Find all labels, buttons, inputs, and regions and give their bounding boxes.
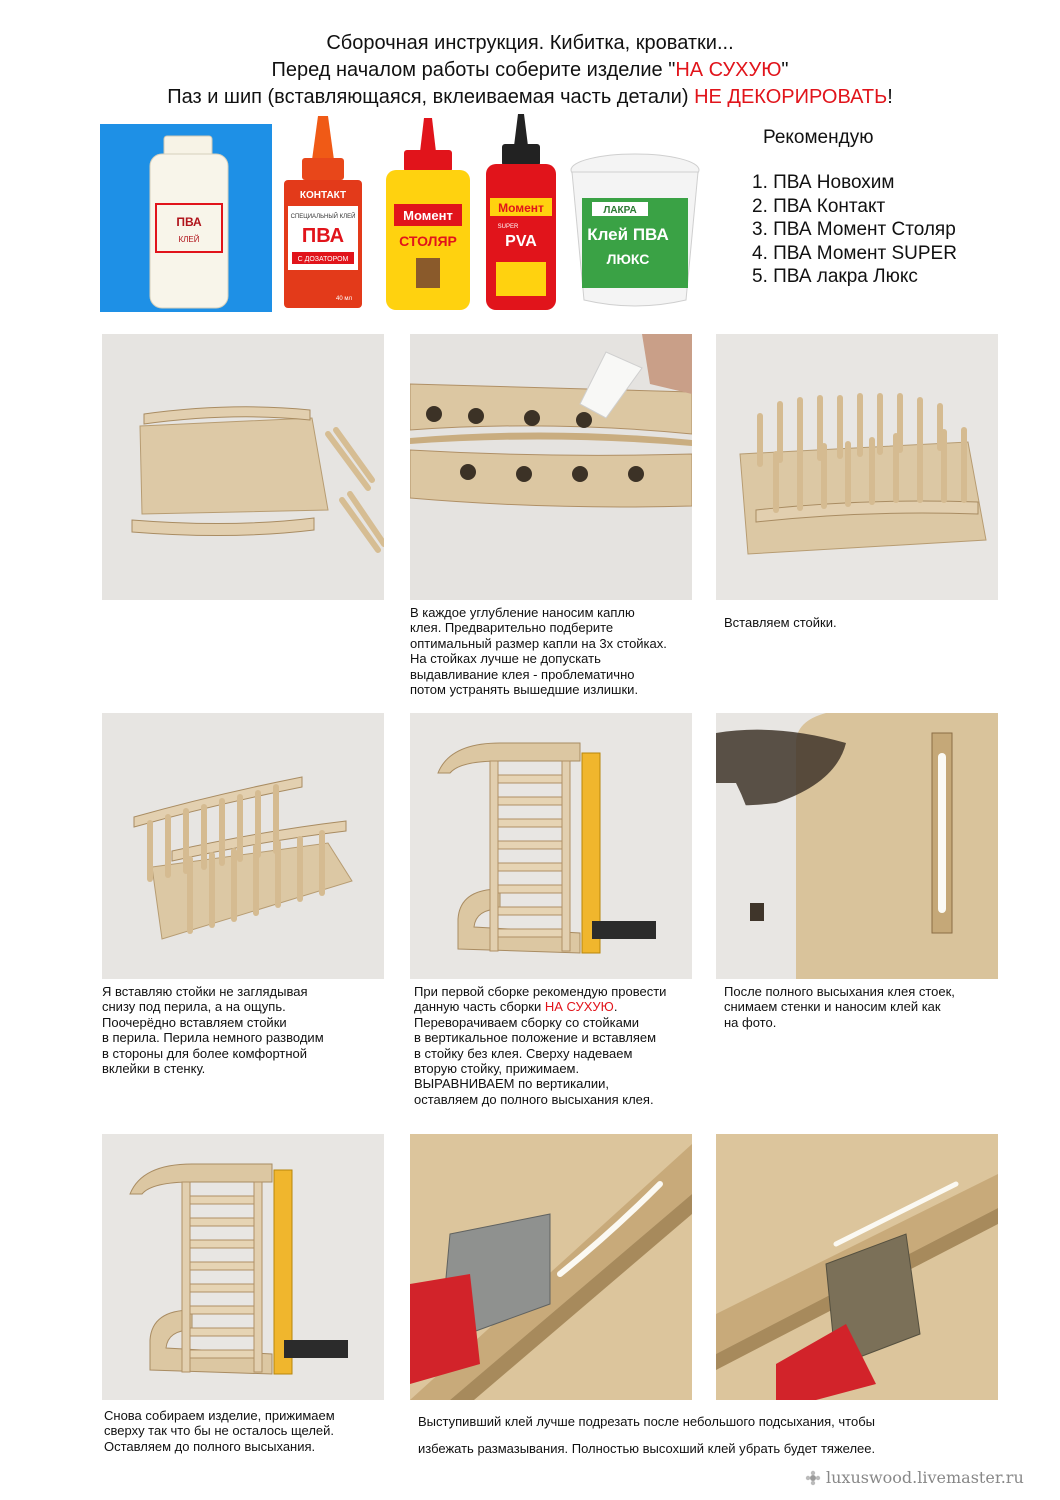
- title-line-2-text: Перед началом работы соберите изделие ": [271, 59, 676, 81]
- kontakt-pva: ПВА: [301, 225, 345, 247]
- step-5-photo: [410, 713, 692, 979]
- step-7-caption-line: Снова собираем изделие, прижимаем: [104, 1408, 335, 1423]
- lakra-brand: ЛАКРА: [603, 205, 637, 216]
- kontakt-type: СПЕЦИАЛЬНЫЙ КЛЕЙ: [290, 214, 356, 220]
- step-5-caption-line: При первой сборке рекомендую провести: [414, 984, 667, 999]
- title-line-3: [0, 84, 1060, 110]
- step-2-caption-line: оптимальный размер капли на 3х стойках.: [410, 635, 667, 651]
- title-line-2-end: ": [781, 59, 789, 81]
- step-8-photo: [410, 1134, 692, 1400]
- title-line-2-accent: НА СУХУЮ: [675, 59, 782, 81]
- step-5-caption-line: в вертикальное положение и вставляем: [414, 1030, 657, 1046]
- watermark-text: luxuswood.livemaster.ru: [826, 1468, 1024, 1487]
- step-4-caption-line: Поочерёдно вставляем стойки: [102, 1014, 287, 1030]
- step-7-photo: [102, 1134, 384, 1400]
- moment-super-label: SUPER: [497, 224, 519, 230]
- step-2-caption: [410, 605, 667, 697]
- recommend-item-3: 3. ПВА Момент Столяр: [752, 219, 956, 240]
- glue-novohim-label: ПВА: [176, 215, 202, 229]
- step-6-caption-line: После полного высыхания клея стоек,: [724, 984, 955, 999]
- glue-novohim-image: [100, 124, 272, 312]
- step-7-caption: [104, 1408, 335, 1454]
- step-3-caption: [724, 615, 837, 630]
- step-2-caption-line: выдавливание клея - проблематично: [410, 666, 635, 682]
- step-8-caption: [418, 1408, 875, 1462]
- moment-stolyar-name: СТОЛЯР: [399, 233, 457, 249]
- moment-super-brand: Момент: [498, 201, 544, 215]
- moment-super-pva: PVA: [505, 233, 537, 250]
- step-5-caption-line: Переворачиваем сборку со стойками: [414, 1014, 640, 1030]
- title-line-2: [0, 57, 1060, 83]
- recommend-title: Рекомендую: [763, 127, 874, 148]
- step-5-caption-line: вторую стойку, прижимаем.: [414, 1061, 580, 1077]
- step-2-caption-line: В каждое углубление наносим каплю: [410, 605, 635, 620]
- step-5-caption-line: оставляем до полного высыхания клея.: [414, 1091, 654, 1107]
- step-5-caption-line: ВЫРАВНИВАЕМ по вертикалии,: [414, 1076, 610, 1092]
- step-2-caption-line: клея. Предварительно подберите: [410, 620, 614, 636]
- flower-icon: [805, 1470, 821, 1486]
- step-5-caption-line: в стойку без клея. Сверху надеваем: [414, 1045, 633, 1061]
- glue-moment-stolyar-image: [382, 116, 474, 312]
- recommend-item-5: 5. ПВА лакра Люкс: [752, 266, 918, 287]
- step-9-photo: [716, 1134, 998, 1400]
- lakra-lux: ЛЮКС: [606, 251, 650, 267]
- step-4-caption: [102, 984, 324, 1076]
- title-line-1: Сборочная инструкция. Кибитка, кроватки...: [326, 32, 734, 54]
- step-1-photo: [102, 334, 384, 600]
- glue-kontakt-image: [282, 114, 364, 310]
- step-5-caption-line: [414, 999, 666, 1014]
- step-6-caption-line: снимаем стенки и наносим клей как: [724, 999, 941, 1015]
- step-5-caption: [414, 984, 666, 1107]
- step-5-caption-accent: НА СУХУЮ: [544, 999, 614, 1015]
- step-2-caption-line: потом устранять вышедшие излишки.: [410, 682, 639, 698]
- step-5-caption-end: .: [613, 999, 618, 1015]
- step-8-caption-line: избежать размазывания. Полностью высохший клей убрать будет тяжелее.: [418, 1441, 876, 1456]
- step-4-caption-line: вклейки в стенку.: [102, 1061, 206, 1077]
- step-3-photo: [716, 334, 998, 600]
- step-5-caption-text: данную часть сборки: [414, 999, 545, 1015]
- recommend-item-4: 4. ПВА Момент SUPER: [752, 242, 957, 264]
- step-7-caption-line: сверху так что бы не осталось щелей.: [104, 1423, 335, 1439]
- recommend-item-2: 2. ПВА Контакт: [752, 195, 886, 217]
- step-4-caption-line: снизу под перила, а на ощупь.: [102, 999, 286, 1015]
- glue-lakra-image: [568, 150, 702, 310]
- title-line-3-end: !: [887, 86, 893, 108]
- title-line-3-accent: НЕ ДЕКОРИРОВАТЬ: [694, 86, 888, 108]
- kontakt-brand: КОНТАКТ: [299, 190, 347, 201]
- lakra-name: Клей ПВА: [587, 225, 669, 244]
- moment-brand: Момент: [403, 208, 453, 223]
- glue-moment-super-image: [482, 112, 560, 312]
- step-4-photo: [102, 713, 384, 979]
- step-6-photo: [716, 713, 998, 979]
- kontakt-dozator: С ДОЗАТОРОМ: [297, 256, 349, 263]
- step-2-caption-line: На стойках лучше не допускать: [410, 651, 601, 667]
- step-8-caption-line: Выступивший клей лучше подрезать после небольшого подсыхания, чтобы: [418, 1414, 875, 1429]
- kontakt-volume: 40 мл: [336, 296, 352, 302]
- step-4-caption-line: в стороны для более комфортной: [102, 1045, 308, 1061]
- step-3-caption-line: Вставляем стойки.: [724, 615, 837, 630]
- step-4-caption-line: в перила. Перила немного разводим: [102, 1030, 324, 1046]
- title-line-3-text: Паз и шип (вставляющаяся, вклеиваемая часть детали): [167, 86, 695, 108]
- step-7-caption-line: Оставляем до полного высыхания.: [104, 1438, 316, 1454]
- recommend-item-1: 1. ПВА Новохим: [752, 172, 895, 193]
- step-6-caption-line: на фото.: [724, 1014, 777, 1030]
- step-4-caption-line: Я вставляю стойки не заглядывая: [102, 984, 308, 999]
- step-2-photo: [410, 334, 692, 600]
- glue-novohim-sub: КЛЕЙ: [178, 235, 200, 244]
- step-6-caption: [724, 984, 955, 1030]
